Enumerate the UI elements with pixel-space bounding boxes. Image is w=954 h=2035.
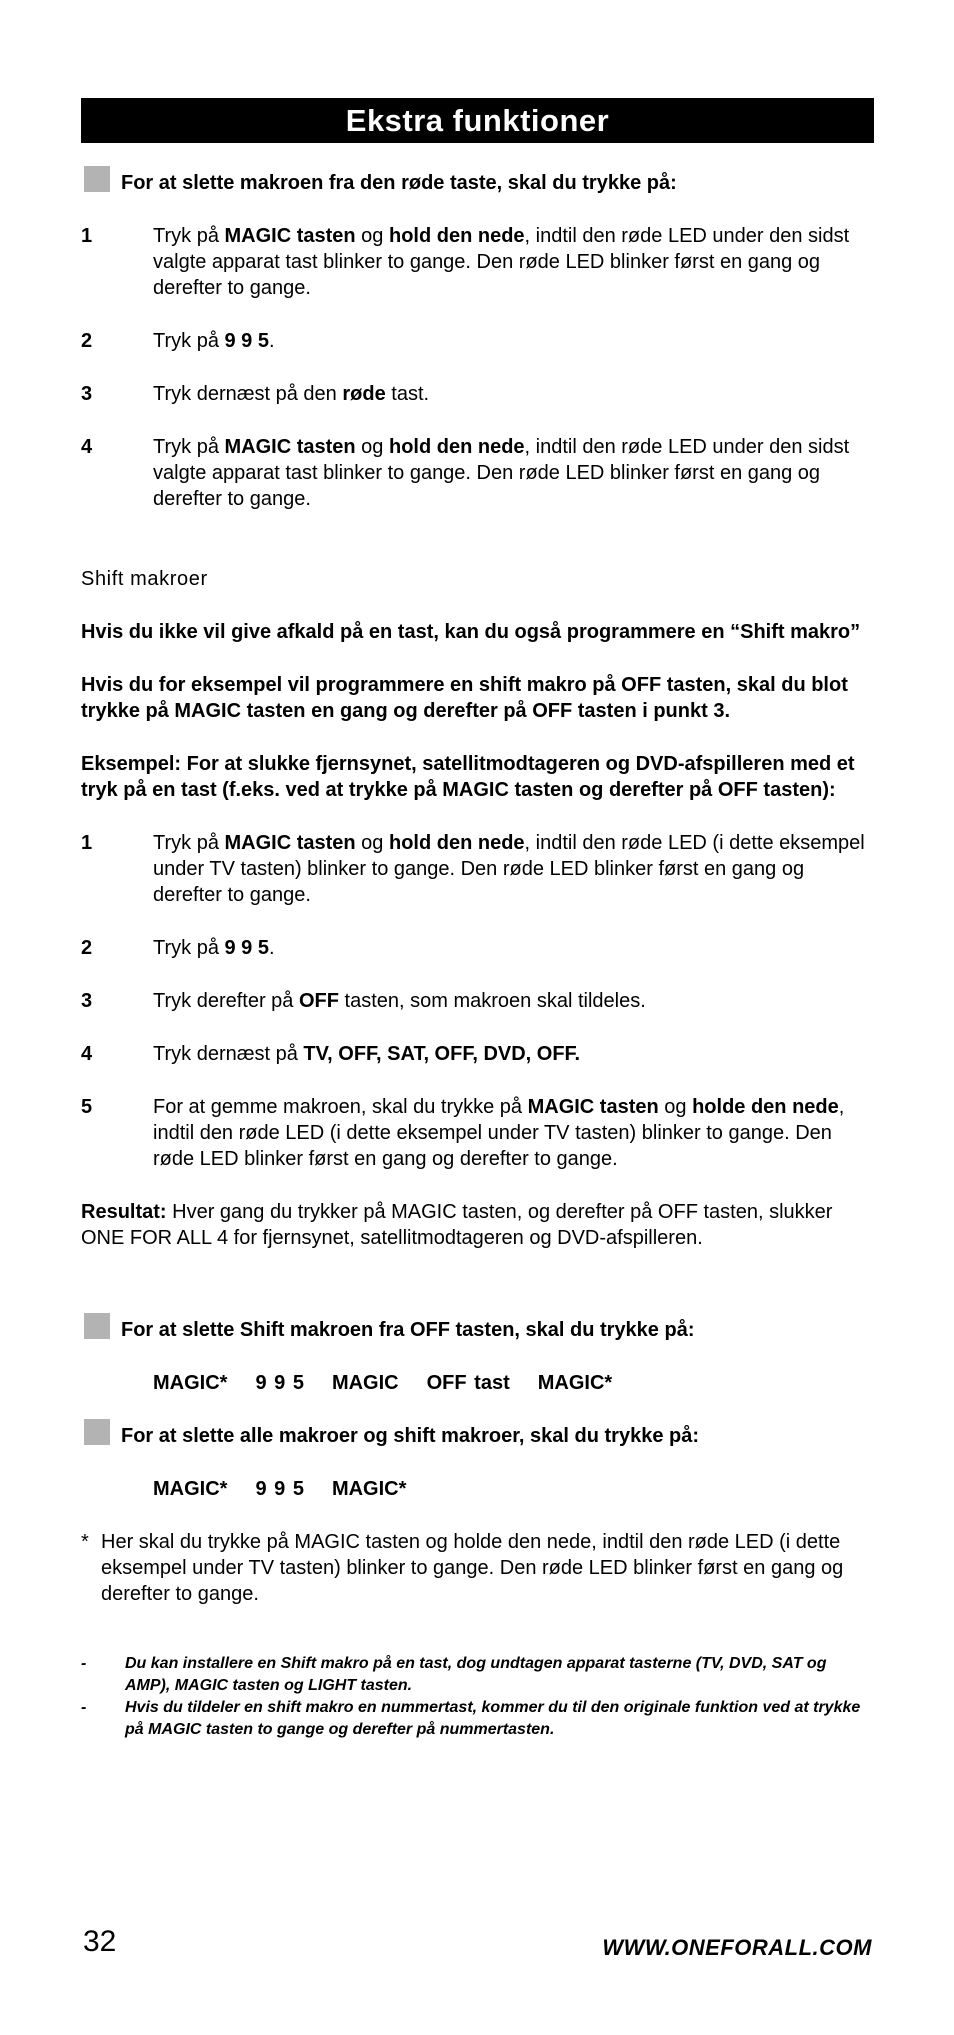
note-dash: - [81, 1699, 87, 1716]
key-label: 9 9 5 [255, 1372, 304, 1394]
step-text: Tryk dernæst på TV, OFF, SAT, OFF, DVD, OFF. [153, 1043, 581, 1065]
step-text: Tryk på MAGIC tasten og hold den nede, indtil den røde LED (i dette eksempel under TV tasten) blinker to gange. Den røde LED blinker først en gang og derefter to gange. [153, 832, 865, 906]
square-bullet-icon [84, 1313, 110, 1339]
step-text: Tryk på MAGIC tasten og hold den nede, indtil den røde LED under den sidst valgte apparat tast blinker to gange. Den røde LED blinker først en gang og derefter to gange. [153, 436, 850, 510]
asterisk-footnote [81, 1529, 874, 1607]
shift-result: Resultat: Hver gang du trykker på MAGIC tasten, og derefter på OFF tasten, slukker ONE FOR ALL 4 for fjernsynet, satellitmodtageren og DVD-afspilleren. [81, 1201, 833, 1249]
step-text: Tryk dernæst på den røde tast. [153, 383, 430, 405]
step-number: 2 [81, 330, 93, 352]
delete-all-heading-text: For at slette alle makroer og shift makroer, skal du trykke på: [121, 1425, 699, 1447]
delete-macro-step-1 [81, 223, 874, 301]
delete-shift-heading [81, 1317, 874, 1343]
delete-all-heading [81, 1423, 874, 1449]
note-text: Du kan installere en Shift makro på en tast, dog undtagen apparat tasterne (TV, DVD, SAT og AMP), MAGIC tasten og LIGHT tasten. [125, 1655, 827, 1694]
step-text: Tryk derefter på OFF tasten, som makroen skal tildeles. [153, 990, 646, 1012]
key-label: OFF tast [426, 1372, 510, 1394]
delete-macro-heading-text: For at slette makroen fra den røde taste, skal du trykke på: [121, 172, 677, 194]
page-title: Ekstra funktioner [81, 98, 874, 143]
key-label: MAGIC* [331, 1478, 407, 1500]
delete-shift-heading-text: For at slette Shift makroen fra OFF tasten, skal du trykke på: [121, 1319, 695, 1341]
delete-all-key-sequence [81, 1476, 874, 1502]
manual-page [81, 98, 874, 1741]
key-label: 9 9 5 [255, 1478, 304, 1500]
delete-shift-key-sequence [81, 1370, 874, 1396]
step-number: 5 [81, 1096, 93, 1118]
shift-step-5 [81, 1094, 874, 1172]
shift-intro-2: Hvis du for eksempel vil programmere en shift makro på OFF tasten, skal du blot trykke på MAGIC tasten en gang og derefter på OFF tasten i punkt 3. [81, 674, 848, 722]
delete-macro-heading [81, 170, 874, 196]
note-text: Hvis du tildeler en shift makro en nummertast, kommer du til den originale funktion ved at trykke på MAGIC tasten to gange og derefter på nummertasten. [125, 1699, 861, 1738]
key-label: MAGIC* [537, 1372, 613, 1394]
note-dash: - [81, 1655, 87, 1672]
shift-step-2 [81, 935, 874, 961]
key-label: MAGIC [331, 1372, 399, 1394]
footnote-marker: * [81, 1531, 89, 1553]
shift-example: Eksempel: For at slukke fjernsynet, satellitmodtageren og DVD-afspilleren med et tryk på en tast (f.eks. ved at trykke på MAGIC tasten og derefter på OFF tasten): [81, 753, 855, 801]
step-text: Tryk på MAGIC tasten og hold den nede, indtil den røde LED under den sidst valgte apparat tast blinker to gange. Den røde LED blinker først en gang og derefter to gange. [153, 225, 850, 299]
shift-step-4 [81, 1041, 874, 1067]
delete-macro-step-4 [81, 434, 874, 512]
delete-macro-step-2 [81, 328, 874, 354]
step-number: 1 [81, 225, 93, 247]
step-number: 4 [81, 436, 93, 458]
step-text: Tryk på 9 9 5. [153, 330, 275, 352]
website-url: WWW.ONEFORALL.COM [602, 1935, 872, 1960]
key-label: MAGIC* [153, 1372, 228, 1394]
page-number: 32 [83, 1925, 117, 1958]
section-title-shift: Shift makroer [81, 568, 208, 590]
footnote-text: Her skal du trykke på MAGIC tasten og holde den nede, indtil den røde LED (i dette eksempel under TV tasten) blinker to gange. Den røde LED blinker først en gang og derefter to gange. [101, 1531, 844, 1605]
step-number: 3 [81, 990, 93, 1012]
square-bullet-icon [84, 1419, 110, 1445]
step-number: 3 [81, 383, 93, 405]
note-1 [81, 1653, 874, 1697]
delete-macro-step-3 [81, 381, 874, 407]
shift-intro-1: Hvis du ikke vil give afkald på en tast, kan du også programmere en “Shift makro” [81, 621, 861, 643]
step-number: 4 [81, 1043, 93, 1065]
step-number: 2 [81, 937, 93, 959]
note-2 [81, 1697, 874, 1741]
key-label: MAGIC* [153, 1478, 228, 1500]
step-number: 1 [81, 832, 93, 854]
square-bullet-icon [84, 166, 110, 192]
step-text: For at gemme makroen, skal du trykke på MAGIC tasten og holde den nede, indtil den røde LED (i dette eksempel under TV tasten) blinker to gange. Den røde LED blinker først en gang og derefter to gange. [153, 1096, 845, 1170]
shift-step-1 [81, 830, 874, 908]
step-text: Tryk på 9 9 5. [153, 937, 275, 959]
shift-step-3 [81, 988, 874, 1014]
